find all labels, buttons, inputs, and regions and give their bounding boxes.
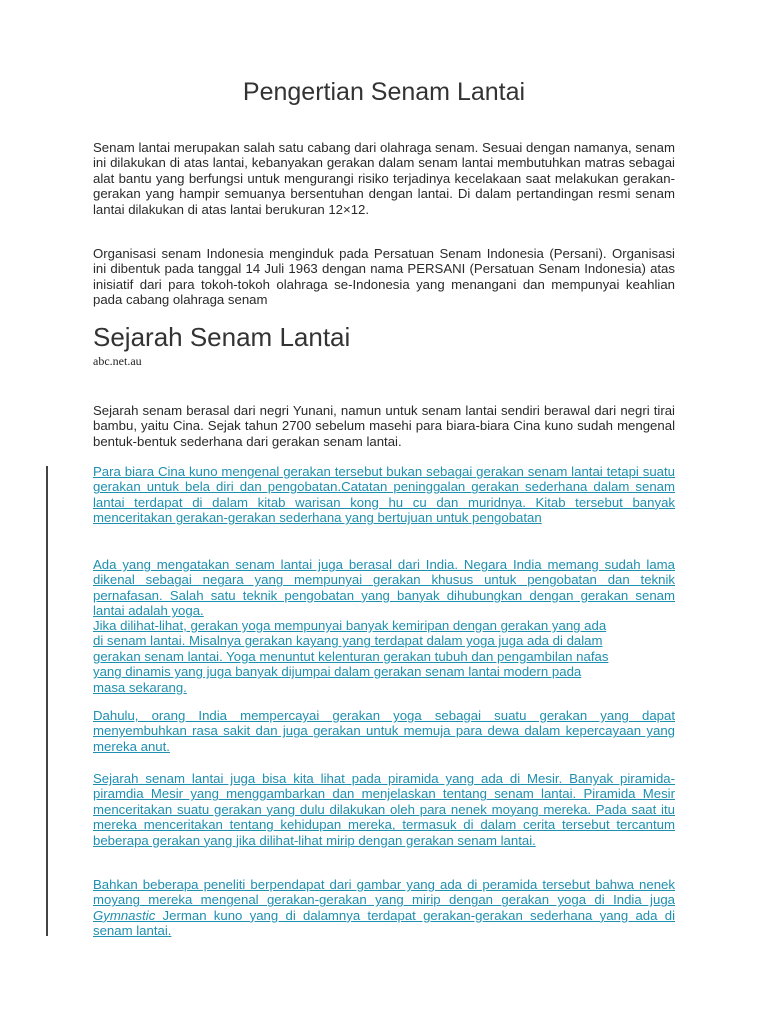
section-title: Sejarah Senam Lantai xyxy=(93,322,351,352)
link-paragraph-peneliti[interactable] xyxy=(93,877,675,939)
link-line[interactable]: Jika dilihat-lihat, gerakan yoga mempunyai banyak kemiripan dengan gerakan yang ada xyxy=(93,618,607,633)
link-line[interactable]: gerakan senam lantai. Yoga menuntut kelenturan gerakan tubuh dan pengambilan nafas xyxy=(93,648,609,664)
page-title: Pengertian Senam Lantai xyxy=(242,78,526,106)
link-paragraph-india[interactable]: Ada yang mengatakan senam lantai juga berasal dari India. Negara India memang sudah lama dikenal sebagai negara yang mempunyai gerakan khusus untuk pengobatan dan teknik pernafasan. Salah satu teknik pengobatan yang banyak dihubungkan dengan gerakan senam lantai adalah yoga. xyxy=(93,557,675,619)
left-margin-bar xyxy=(46,466,48,936)
source-credit: abc.net.au xyxy=(93,354,142,368)
link-line[interactable]: di senam lantai. Misalnya gerakan kayang yang terdapat dalam yoga juga ada di dalam xyxy=(93,633,603,649)
link-paragraph-china[interactable]: Para biara Cina kuno mengenal gerakan tersebut bukan sebagai gerakan senam lantai tetapi suatu gerakan untuk bela diri dan pengobatan.Catatan peninggalan gerakan sederhana dalam senam lantai terdapat di dalam kitab warisan kong hu cu dan muridnya. Kitab tersebut banyak menceritakan gerakan-gerakan sederhana yang bertujuan untuk pengobatan xyxy=(93,464,675,526)
link-paragraph-dahulu[interactable]: Dahulu, orang India mempercayai gerakan yoga sebagai suatu gerakan yang dapat menyembuhkan rasa sakit dan juga gerakan untuk memuja para dewa dalam kepercayaan yang mereka anut. xyxy=(93,708,675,754)
link-line[interactable]: yang dinamis yang juga banyak dijumpai dalam gerakan senam lantai modern pada xyxy=(93,664,582,680)
intro-paragraph-2: Organisasi senam Indonesia menginduk pada Persatuan Senam Indonesia (Persani). Organisasi ini dibentuk pada tanggal 14 Juli 1963 dengan nama PERSANI (Persatuan Senam Indonesia) atas inisiatif dari para tokoh-tokoh olahraga se-Indonesia yang menangani dan mempunyai keahlian pada cabang olahraga senam xyxy=(93,246,675,308)
link-text-italic[interactable]: Gymnastic xyxy=(93,907,156,923)
link-paragraph-yoga[interactable] xyxy=(93,618,675,695)
link-paragraph-mesir[interactable]: Sejarah senam lantai juga bisa kita lihat pada piramida yang ada di Mesir. Banyak piramida-piramdia Mesir yang menggambarkan dan menjelaskan tentang senam lantai. Piramida Mesir menceritakan suatu gerakan yang dulu dilakukan oleh para nenek moyang mereka. Pada saat itu mereka menceritakan tentang kehidupan mereka, termasuk di dalam cerita tersebut tercantum beberapa gerakan yang jika dilihat-lihat mirip dengan gerakan senam lantai. xyxy=(93,771,675,848)
link-text-before[interactable]: Bahkan beberapa peneliti berpendapat dari gambar yang ada di peramida tersebut bahwa nenek moyang mereka mengenal gerakan-gerakan yang mirip dengan gerakan yoga di India juga xyxy=(93,877,675,908)
link-text-after[interactable]: Jerman kuno yang di dalamnya terdapat gerakan-gerakan sederhana yang ada di senam lantai. xyxy=(93,907,675,939)
history-intro-paragraph: Sejarah senam berasal dari negri Yunani, namun untuk senam lantai sendiri berawal dari negri tirai bambu, yaitu Cina. Sejak tahun 2700 sebelum masehi para biara-biara Cina kuno sudah mengenal bentuk-bentuk sederhana dari gerakan senam lantai. xyxy=(93,403,675,449)
intro-paragraph-1: Senam lantai merupakan salah satu cabang dari olahraga senam. Sesuai dengan namanya, senam ini dilakukan di atas lantai, kebanyakan gerakan dalam senam lantai membutuhkan matras sebagai alat bantu yang berfungsi untuk mengurangi risiko terjadinya kecelakaan saat melakukan gerakan-gerakan yang hampir semuanya bersentuhan dengan lantai. Di dalam pertandingan resmi senam lantai dilakukan di atas lantai berukuran 12×12. xyxy=(93,140,675,217)
link-line[interactable]: masa sekarang. xyxy=(93,679,187,695)
